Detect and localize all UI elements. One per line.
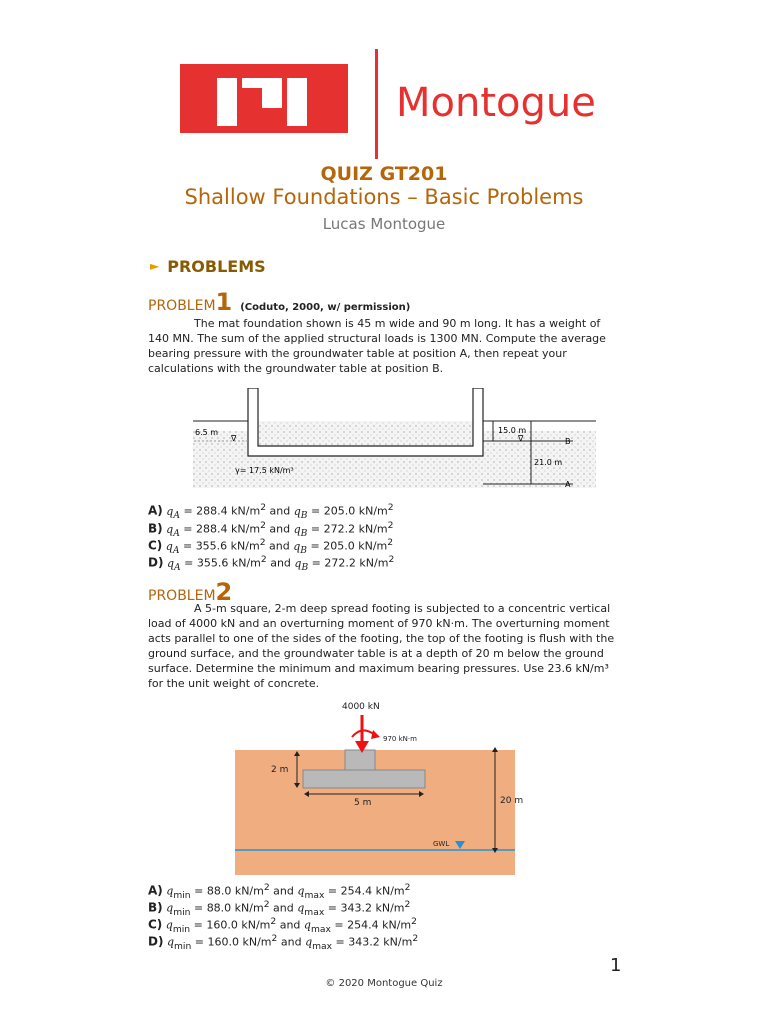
option[interactable]: D) $q_A = 355.6$ $kN/m^2$ and $q_B = 272.2$ $kN/m^2$: [148, 554, 395, 573]
option[interactable]: B) $q_{min} = 88.0$ $kN/m^2$ and $q_{max} = 343.2$ $kN/m^2$: [148, 899, 411, 918]
water-level-icon-b: ∇: [518, 434, 524, 443]
label-level-a: A: [565, 480, 571, 488]
page-number: 1: [610, 955, 622, 976]
problem1-figure: [193, 388, 596, 488]
problem1-text: The mat foundation shown is 45 m wide and 90 m long. It has a weight of 140 MN. The sum of the applied structural loads is 1300 MN. Compute the average bearing pressure with the groundwater table at position A, then repeat your calculations with the groundwater table at position B.: [148, 317, 606, 375]
logo-divider: [375, 49, 378, 159]
option[interactable]: A) $q_{min} = 88.0$ $kN/m^2$ and $q_{max} = 254.4$ $kN/m^2$: [148, 882, 411, 901]
section-heading: ► PROBLEMS: [150, 257, 266, 276]
brand-name: Montogue: [396, 80, 596, 126]
copyright: © 2020 Montogue Quiz: [325, 978, 443, 989]
problem2-figure: [235, 695, 540, 875]
water-level-icon: ∇: [231, 434, 237, 443]
author: Lucas Montogue: [322, 215, 446, 233]
option[interactable]: C) $q_A = 355.6$ $kN/m^2$ and $q_B = 205.0$ $kN/m^2$: [148, 537, 394, 556]
label-gwl: GWL: [433, 840, 450, 848]
option[interactable]: A) $q_A = 288.4$ $kN/m^2$ and $q_B = 205.0$ $kN/m^2$: [148, 502, 394, 521]
label-level-b: B: [565, 437, 571, 446]
label-load: 4000 kN: [342, 702, 380, 712]
label-unit-weight: γ= 17.5 kN/m³: [235, 466, 294, 475]
option[interactable]: B) $q_A = 288.4$ $kN/m^2$ and $q_B = 272.2$ $kN/m^2$: [148, 520, 394, 539]
quiz-code: QUIZ GT201: [320, 163, 448, 185]
option[interactable]: D) $q_{min} = 160.0$ $kN/m^2$ and $q_{max} = 343.2$ $kN/m^2$: [148, 933, 419, 952]
label-height: 15.0 m: [498, 426, 527, 435]
label-depth2: 21.0 m: [534, 458, 563, 467]
problem2-title: PROBLEM2: [148, 578, 233, 606]
triangle-bullet-icon: ►: [150, 259, 160, 273]
label-depth: 2 m: [271, 765, 289, 775]
label-gwl-depth: 20 m: [500, 796, 524, 806]
brand-logo: [180, 64, 348, 133]
problem1-title: PROBLEM1 (Coduto, 2000, w/ permission): [148, 288, 411, 316]
label-width: 5 m: [354, 798, 372, 808]
quiz-title: Shallow Foundations – Basic Problems: [184, 185, 584, 209]
label-moment: 970 kN·m: [383, 735, 417, 743]
label-depth: 6.5 m: [195, 428, 219, 437]
option[interactable]: C) $q_{min} = 160.0$ $kN/m^2$ and $q_{max} = 254.4$ $kN/m^2$: [148, 916, 417, 935]
problem2-text: A 5-m square, 2-m deep spread footing is subjected to a concentric vertical load of 4000 kN and an overturning moment of 970 kN·m. The overturning moment acts parallel to one of the sides of the footing, the top of the footing is flush with the ground surface, and the groundwater table is at a depth of 20 m below the ground surface. Determine the minimum and maximum bearing pressures. Use 23.6 kN/m³ for the unit weight of concrete.: [148, 602, 615, 690]
